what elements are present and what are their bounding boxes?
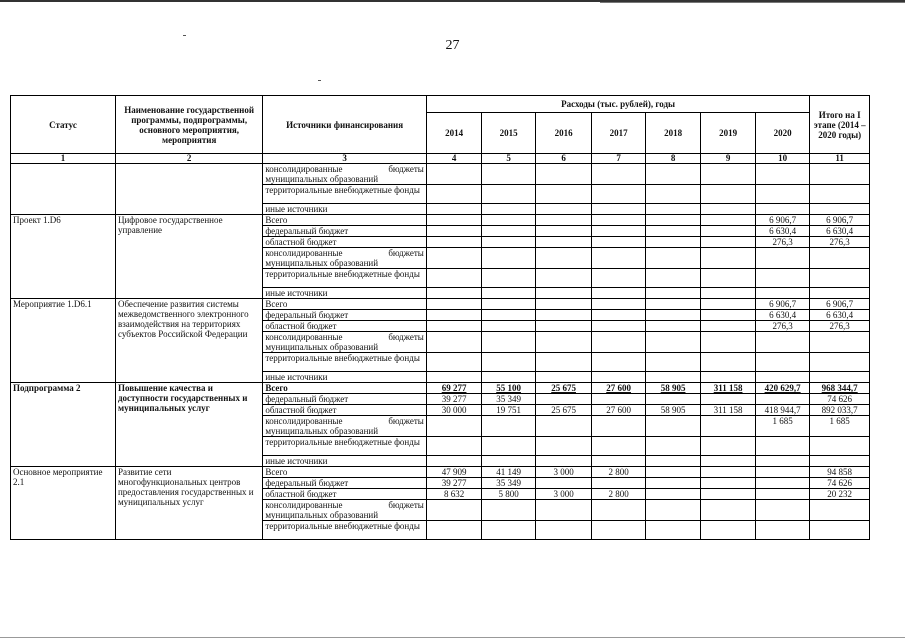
value-cell bbox=[755, 164, 810, 185]
table-body bbox=[11, 96, 870, 540]
value-cell bbox=[701, 164, 756, 185]
value-cell: 58 905 bbox=[645, 405, 701, 416]
value-cell: 968 344,7 bbox=[810, 383, 870, 394]
value-cell bbox=[701, 521, 756, 540]
value-cell bbox=[535, 248, 592, 269]
value-cell: 69 277 bbox=[426, 383, 482, 394]
value-cell bbox=[810, 332, 870, 353]
column-number-row bbox=[11, 154, 870, 164]
name-cell: Повышение качества и доступности государственных и муниципальных услуг bbox=[115, 383, 262, 467]
value-cell bbox=[645, 248, 701, 269]
value-cell bbox=[426, 353, 482, 372]
value-cell bbox=[701, 226, 756, 237]
value-cell bbox=[701, 394, 756, 405]
value-cell bbox=[482, 164, 535, 185]
header-row-1 bbox=[11, 96, 870, 113]
value-cell bbox=[755, 248, 810, 269]
value-cell bbox=[701, 248, 756, 269]
value-cell bbox=[482, 321, 535, 332]
value-cell bbox=[810, 500, 870, 521]
value-cell: 27 600 bbox=[592, 383, 645, 394]
value-cell bbox=[592, 353, 645, 372]
value-cell bbox=[701, 204, 756, 215]
value-cell bbox=[535, 353, 592, 372]
value-cell: 25 675 bbox=[535, 405, 592, 416]
table-row bbox=[11, 299, 870, 310]
value-cell bbox=[701, 456, 756, 467]
value-cell bbox=[810, 372, 870, 383]
value-cell bbox=[592, 456, 645, 467]
scan-speck bbox=[183, 35, 186, 36]
value-cell bbox=[810, 288, 870, 299]
value-cell: 6 906,7 bbox=[755, 299, 810, 310]
header-expenses: Расходы (тыс. рублей), годы bbox=[426, 96, 810, 113]
value-cell bbox=[535, 269, 592, 288]
value-cell bbox=[535, 204, 592, 215]
value-cell bbox=[701, 321, 756, 332]
value-cell bbox=[592, 310, 645, 321]
value-cell bbox=[592, 269, 645, 288]
value-cell: 6 630,4 bbox=[810, 226, 870, 237]
value-cell bbox=[755, 456, 810, 467]
value-cell bbox=[426, 416, 482, 437]
value-cell bbox=[645, 489, 701, 500]
value-cell bbox=[426, 521, 482, 540]
value-cell bbox=[535, 226, 592, 237]
value-cell bbox=[426, 269, 482, 288]
source-cell: иные источники bbox=[263, 288, 427, 299]
header-year: 2014 bbox=[426, 113, 482, 154]
value-cell: 1 685 bbox=[755, 416, 810, 437]
value-cell bbox=[535, 437, 592, 456]
value-cell: 25 675 bbox=[535, 383, 592, 394]
value-cell bbox=[426, 456, 482, 467]
value-cell bbox=[426, 288, 482, 299]
value-cell bbox=[535, 185, 592, 204]
value-cell bbox=[645, 310, 701, 321]
value-cell bbox=[755, 437, 810, 456]
value-cell: 39 277 bbox=[426, 478, 482, 489]
value-cell bbox=[482, 226, 535, 237]
column-number: 3 bbox=[263, 154, 427, 164]
column-number: 8 bbox=[645, 154, 701, 164]
value-cell bbox=[645, 226, 701, 237]
header-name: Наименование государственной программы, подпрограммы, основного мероприятия, мероприятия bbox=[115, 96, 262, 154]
value-cell bbox=[592, 500, 645, 521]
value-cell bbox=[645, 321, 701, 332]
value-cell: 35 349 bbox=[482, 394, 535, 405]
value-cell bbox=[482, 353, 535, 372]
value-cell: 74 626 bbox=[810, 478, 870, 489]
value-cell bbox=[482, 521, 535, 540]
source-cell: консолидированные бюджеты муниципальных образований bbox=[263, 416, 427, 437]
value-cell bbox=[701, 288, 756, 299]
header-sources: Источники финансирования bbox=[263, 96, 427, 154]
value-cell bbox=[592, 237, 645, 248]
value-cell: 6 630,4 bbox=[755, 226, 810, 237]
source-cell: консолидированные бюджеты муниципальных образований bbox=[263, 248, 427, 269]
value-cell bbox=[755, 394, 810, 405]
source-cell: территориальные внебюджетные фонды bbox=[263, 521, 427, 540]
value-cell bbox=[426, 500, 482, 521]
value-cell bbox=[535, 237, 592, 248]
value-cell bbox=[535, 372, 592, 383]
value-cell: 311 158 bbox=[701, 405, 756, 416]
bottom-border-line bbox=[0, 637, 905, 638]
value-cell bbox=[701, 467, 756, 478]
value-cell: 276,3 bbox=[755, 237, 810, 248]
table-row bbox=[11, 215, 870, 226]
value-cell bbox=[426, 215, 482, 226]
value-cell bbox=[810, 164, 870, 185]
top-border-line-secondary bbox=[600, 2, 905, 3]
source-cell: консолидированные бюджеты муниципальных образований bbox=[263, 332, 427, 353]
value-cell bbox=[535, 215, 592, 226]
column-number: 2 bbox=[115, 154, 262, 164]
value-cell bbox=[426, 204, 482, 215]
value-cell: 420 629,7 bbox=[755, 383, 810, 394]
source-cell: областной бюджет bbox=[263, 321, 427, 332]
value-cell: 47 909 bbox=[426, 467, 482, 478]
value-cell bbox=[701, 416, 756, 437]
source-cell: территориальные внебюджетные фонды bbox=[263, 269, 427, 288]
value-cell bbox=[755, 489, 810, 500]
value-cell: 55 100 bbox=[482, 383, 535, 394]
value-cell: 8 632 bbox=[426, 489, 482, 500]
value-cell: 39 277 bbox=[426, 394, 482, 405]
value-cell: 892 033,7 bbox=[810, 405, 870, 416]
source-cell: Всего bbox=[263, 383, 427, 394]
value-cell bbox=[592, 372, 645, 383]
value-cell bbox=[810, 248, 870, 269]
value-cell: 58 905 bbox=[645, 383, 701, 394]
value-cell bbox=[482, 372, 535, 383]
value-cell bbox=[535, 288, 592, 299]
value-cell bbox=[701, 489, 756, 500]
value-cell bbox=[645, 437, 701, 456]
header-year: 2015 bbox=[482, 113, 535, 154]
value-cell bbox=[482, 500, 535, 521]
value-cell bbox=[592, 248, 645, 269]
financing-table bbox=[10, 95, 870, 540]
value-cell bbox=[592, 332, 645, 353]
value-cell bbox=[482, 237, 535, 248]
value-cell: 20 232 bbox=[810, 489, 870, 500]
value-cell bbox=[701, 237, 756, 248]
value-cell bbox=[592, 164, 645, 185]
value-cell bbox=[535, 394, 592, 405]
value-cell bbox=[810, 521, 870, 540]
table-row bbox=[11, 383, 870, 394]
value-cell bbox=[535, 321, 592, 332]
value-cell bbox=[645, 353, 701, 372]
name-cell: Обеспечение развития системы межведомственного электронного взаимодействия на территориях субъектов Российской Федерации bbox=[115, 299, 262, 383]
value-cell bbox=[592, 437, 645, 456]
value-cell bbox=[645, 394, 701, 405]
value-cell bbox=[482, 456, 535, 467]
value-cell bbox=[535, 416, 592, 437]
source-cell: федеральный бюджет bbox=[263, 394, 427, 405]
value-cell: 276,3 bbox=[810, 321, 870, 332]
value-cell: 94 858 bbox=[810, 467, 870, 478]
value-cell bbox=[426, 185, 482, 204]
value-cell bbox=[645, 332, 701, 353]
value-cell bbox=[701, 310, 756, 321]
name-cell: Цифровое государственное управление bbox=[115, 215, 262, 299]
value-cell bbox=[592, 299, 645, 310]
value-cell bbox=[810, 456, 870, 467]
name-cell: Развитие сети многофункциональных центров предоставления государственных и муниципальных услуг bbox=[115, 467, 262, 540]
value-cell: 6 906,7 bbox=[810, 299, 870, 310]
source-cell: территориальные внебюджетные фонды bbox=[263, 353, 427, 372]
value-cell bbox=[426, 248, 482, 269]
value-cell bbox=[755, 478, 810, 489]
value-cell bbox=[592, 185, 645, 204]
value-cell: 6 906,7 bbox=[755, 215, 810, 226]
value-cell bbox=[426, 372, 482, 383]
source-cell: иные источники bbox=[263, 372, 427, 383]
value-cell bbox=[482, 215, 535, 226]
value-cell bbox=[810, 269, 870, 288]
value-cell bbox=[645, 299, 701, 310]
value-cell: 6 630,4 bbox=[755, 310, 810, 321]
value-cell: 2 800 bbox=[592, 467, 645, 478]
name-cell bbox=[115, 164, 262, 215]
status-cell: Проект 1.D6 bbox=[11, 215, 116, 299]
value-cell bbox=[701, 332, 756, 353]
value-cell: 35 349 bbox=[482, 478, 535, 489]
value-cell: 3 000 bbox=[535, 467, 592, 478]
value-cell bbox=[645, 456, 701, 467]
header-total: Итого на I этапе (2014 – 2020 годы) bbox=[810, 96, 870, 154]
value-cell bbox=[755, 353, 810, 372]
value-cell bbox=[701, 299, 756, 310]
value-cell bbox=[535, 456, 592, 467]
value-cell bbox=[426, 310, 482, 321]
value-cell bbox=[810, 185, 870, 204]
source-cell: областной бюджет bbox=[263, 489, 427, 500]
column-number: 9 bbox=[701, 154, 756, 164]
value-cell bbox=[755, 372, 810, 383]
value-cell bbox=[482, 204, 535, 215]
value-cell bbox=[482, 288, 535, 299]
column-number: 11 bbox=[810, 154, 870, 164]
value-cell bbox=[535, 164, 592, 185]
source-cell: территориальные внебюджетные фонды bbox=[263, 185, 427, 204]
value-cell bbox=[645, 204, 701, 215]
source-cell: территориальные внебюджетные фонды bbox=[263, 437, 427, 456]
value-cell bbox=[645, 500, 701, 521]
value-cell bbox=[592, 321, 645, 332]
value-cell bbox=[592, 478, 645, 489]
value-cell bbox=[701, 269, 756, 288]
value-cell bbox=[701, 478, 756, 489]
value-cell: 276,3 bbox=[810, 237, 870, 248]
value-cell: 5 800 bbox=[482, 489, 535, 500]
column-number: 7 bbox=[592, 154, 645, 164]
value-cell bbox=[755, 288, 810, 299]
value-cell bbox=[535, 500, 592, 521]
value-cell: 418 944,7 bbox=[755, 405, 810, 416]
value-cell: 30 000 bbox=[426, 405, 482, 416]
value-cell bbox=[645, 478, 701, 489]
column-number: 10 bbox=[755, 154, 810, 164]
value-cell bbox=[701, 185, 756, 204]
source-cell: иные источники bbox=[263, 204, 427, 215]
source-cell: федеральный бюджет bbox=[263, 226, 427, 237]
status-cell bbox=[11, 164, 116, 215]
value-cell bbox=[482, 248, 535, 269]
value-cell bbox=[810, 204, 870, 215]
value-cell bbox=[755, 500, 810, 521]
value-cell bbox=[755, 204, 810, 215]
source-cell: иные источники bbox=[263, 456, 427, 467]
value-cell bbox=[592, 288, 645, 299]
value-cell bbox=[645, 269, 701, 288]
scan-speck bbox=[318, 80, 321, 81]
value-cell bbox=[645, 521, 701, 540]
header-status: Статус bbox=[11, 96, 116, 154]
header-year: 2016 bbox=[535, 113, 592, 154]
column-number: 5 bbox=[482, 154, 535, 164]
value-cell: 6 906,7 bbox=[810, 215, 870, 226]
value-cell bbox=[592, 226, 645, 237]
value-cell bbox=[482, 437, 535, 456]
value-cell bbox=[701, 215, 756, 226]
source-cell: областной бюджет bbox=[263, 405, 427, 416]
value-cell bbox=[755, 467, 810, 478]
value-cell bbox=[755, 332, 810, 353]
value-cell: 1 685 bbox=[810, 416, 870, 437]
value-cell bbox=[592, 416, 645, 437]
status-cell: Подпрограмма 2 bbox=[11, 383, 116, 467]
column-number: 6 bbox=[535, 154, 592, 164]
value-cell bbox=[535, 521, 592, 540]
source-cell: Всего bbox=[263, 215, 427, 226]
value-cell bbox=[592, 521, 645, 540]
value-cell bbox=[701, 353, 756, 372]
value-cell bbox=[701, 500, 756, 521]
source-cell: Всего bbox=[263, 467, 427, 478]
source-cell: Всего bbox=[263, 299, 427, 310]
source-cell: федеральный бюджет bbox=[263, 310, 427, 321]
value-cell: 311 158 bbox=[701, 383, 756, 394]
header-year: 2019 bbox=[701, 113, 756, 154]
header-year: 2017 bbox=[592, 113, 645, 154]
table-row bbox=[11, 467, 870, 478]
value-cell bbox=[482, 332, 535, 353]
value-cell bbox=[645, 372, 701, 383]
value-cell bbox=[426, 226, 482, 237]
status-cell: Основное мероприятие 2.1 bbox=[11, 467, 116, 540]
value-cell bbox=[755, 521, 810, 540]
value-cell bbox=[426, 164, 482, 185]
source-cell: областной бюджет bbox=[263, 237, 427, 248]
page-number: 27 bbox=[445, 38, 460, 53]
value-cell bbox=[810, 437, 870, 456]
value-cell: 2 800 bbox=[592, 489, 645, 500]
column-number: 1 bbox=[11, 154, 116, 164]
header-year: 2020 bbox=[755, 113, 810, 154]
value-cell bbox=[482, 299, 535, 310]
value-cell bbox=[701, 437, 756, 456]
value-cell bbox=[426, 437, 482, 456]
value-cell bbox=[645, 185, 701, 204]
status-cell: Мероприятие 1.D6.1 bbox=[11, 299, 116, 383]
value-cell: 41 149 bbox=[482, 467, 535, 478]
value-cell: 6 630,4 bbox=[810, 310, 870, 321]
value-cell bbox=[645, 164, 701, 185]
value-cell bbox=[482, 185, 535, 204]
value-cell: 3 000 bbox=[535, 489, 592, 500]
value-cell bbox=[426, 237, 482, 248]
value-cell bbox=[645, 237, 701, 248]
value-cell bbox=[645, 467, 701, 478]
value-cell bbox=[645, 416, 701, 437]
value-cell bbox=[426, 321, 482, 332]
value-cell: 27 600 bbox=[592, 405, 645, 416]
value-cell: 19 751 bbox=[482, 405, 535, 416]
header-year: 2018 bbox=[645, 113, 701, 154]
table-row bbox=[11, 164, 870, 185]
value-cell bbox=[592, 394, 645, 405]
value-cell bbox=[592, 204, 645, 215]
value-cell bbox=[426, 299, 482, 310]
value-cell bbox=[482, 416, 535, 437]
value-cell bbox=[482, 310, 535, 321]
value-cell bbox=[535, 310, 592, 321]
value-cell bbox=[535, 299, 592, 310]
value-cell bbox=[701, 372, 756, 383]
source-cell: консолидированные бюджеты муниципальных образований bbox=[263, 500, 427, 521]
value-cell: 74 626 bbox=[810, 394, 870, 405]
value-cell bbox=[645, 215, 701, 226]
value-cell bbox=[755, 269, 810, 288]
value-cell bbox=[535, 332, 592, 353]
value-cell bbox=[535, 478, 592, 489]
value-cell bbox=[426, 332, 482, 353]
value-cell bbox=[482, 269, 535, 288]
value-cell bbox=[810, 353, 870, 372]
value-cell: 276,3 bbox=[755, 321, 810, 332]
value-cell bbox=[592, 215, 645, 226]
value-cell bbox=[645, 288, 701, 299]
source-cell: федеральный бюджет bbox=[263, 478, 427, 489]
value-cell bbox=[755, 185, 810, 204]
column-number: 4 bbox=[426, 154, 482, 164]
source-cell: консолидированные бюджеты муниципальных образований bbox=[263, 164, 427, 185]
